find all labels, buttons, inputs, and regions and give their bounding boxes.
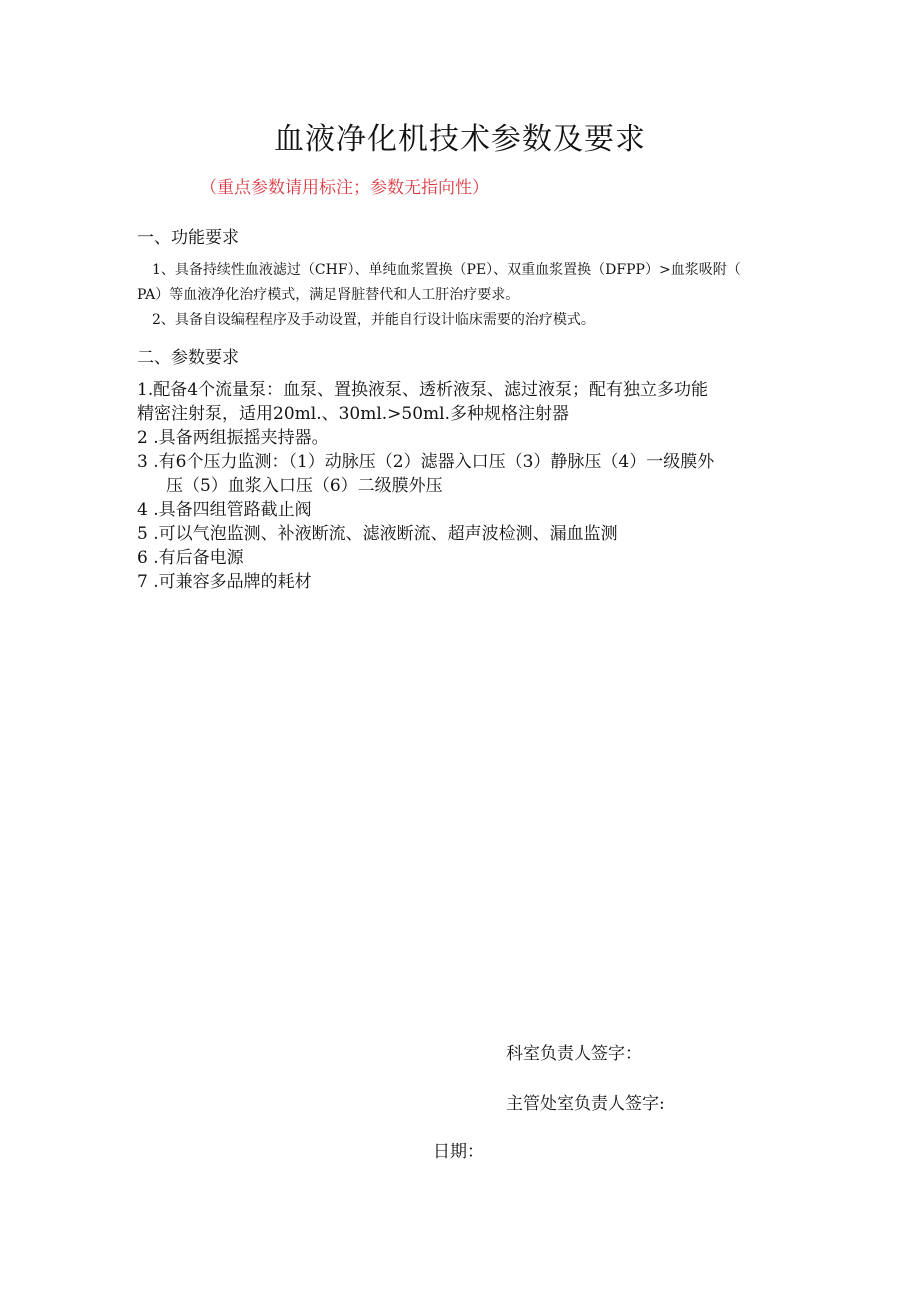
section-heading-functional: 一、功能要求	[137, 228, 239, 248]
parameter-note: （重点参数请用标注；参数无指向性）	[200, 178, 489, 198]
parameter-line: 7 .可兼容多品牌的耗材	[137, 572, 312, 592]
parameter-line: 1.配备4个流量泵：血泵、置换液泵、透析液泵、滤过液泵；配有独立多功能	[137, 380, 709, 400]
department-head-signature-label: 科室负责人签字：	[506, 1044, 642, 1064]
section-heading-parameters: 二、参数要求	[137, 348, 239, 368]
functional-line: PA）等血液净化治疗模式，满足肾脏替代和人工肝治疗要求。	[137, 287, 520, 303]
parameter-line: 4 .具备四组管路截止阀	[137, 500, 312, 520]
parameter-line: 6 .有后备电源	[137, 548, 244, 568]
parameter-line: 压（5）血浆入口压（6）二级膜外压	[166, 476, 443, 496]
parameter-line: 精密注射泵，适用20ml.、30ml.>50ml.多种规格注射器	[137, 404, 570, 424]
document-title: 血液净化机技术参数及要求	[274, 122, 646, 157]
date-label: 日期：	[433, 1142, 484, 1162]
functional-line: 1、具备持续性血液滤过（CHF）、单纯血浆置换（PE）、双重血浆置换（DFPP）>血浆吸附（	[152, 262, 741, 278]
parameter-line: 2 .具备两组振摇夹持器。	[137, 428, 329, 448]
functional-line: 2、具备自设编程程序及手动设置，并能自行设计临床需要的治疗模式。	[152, 312, 595, 328]
parameter-line: 3 .有6个压力监测：（1）动脉压（2）滤器入口压（3）静脉压（4）一级膜外	[137, 452, 715, 472]
parameter-line: 5 .可以气泡监测、补液断流、滤液断流、超声波检测、漏血监测	[137, 524, 618, 544]
supervisor-signature-label: 主管处室负责人签字:	[506, 1094, 665, 1114]
